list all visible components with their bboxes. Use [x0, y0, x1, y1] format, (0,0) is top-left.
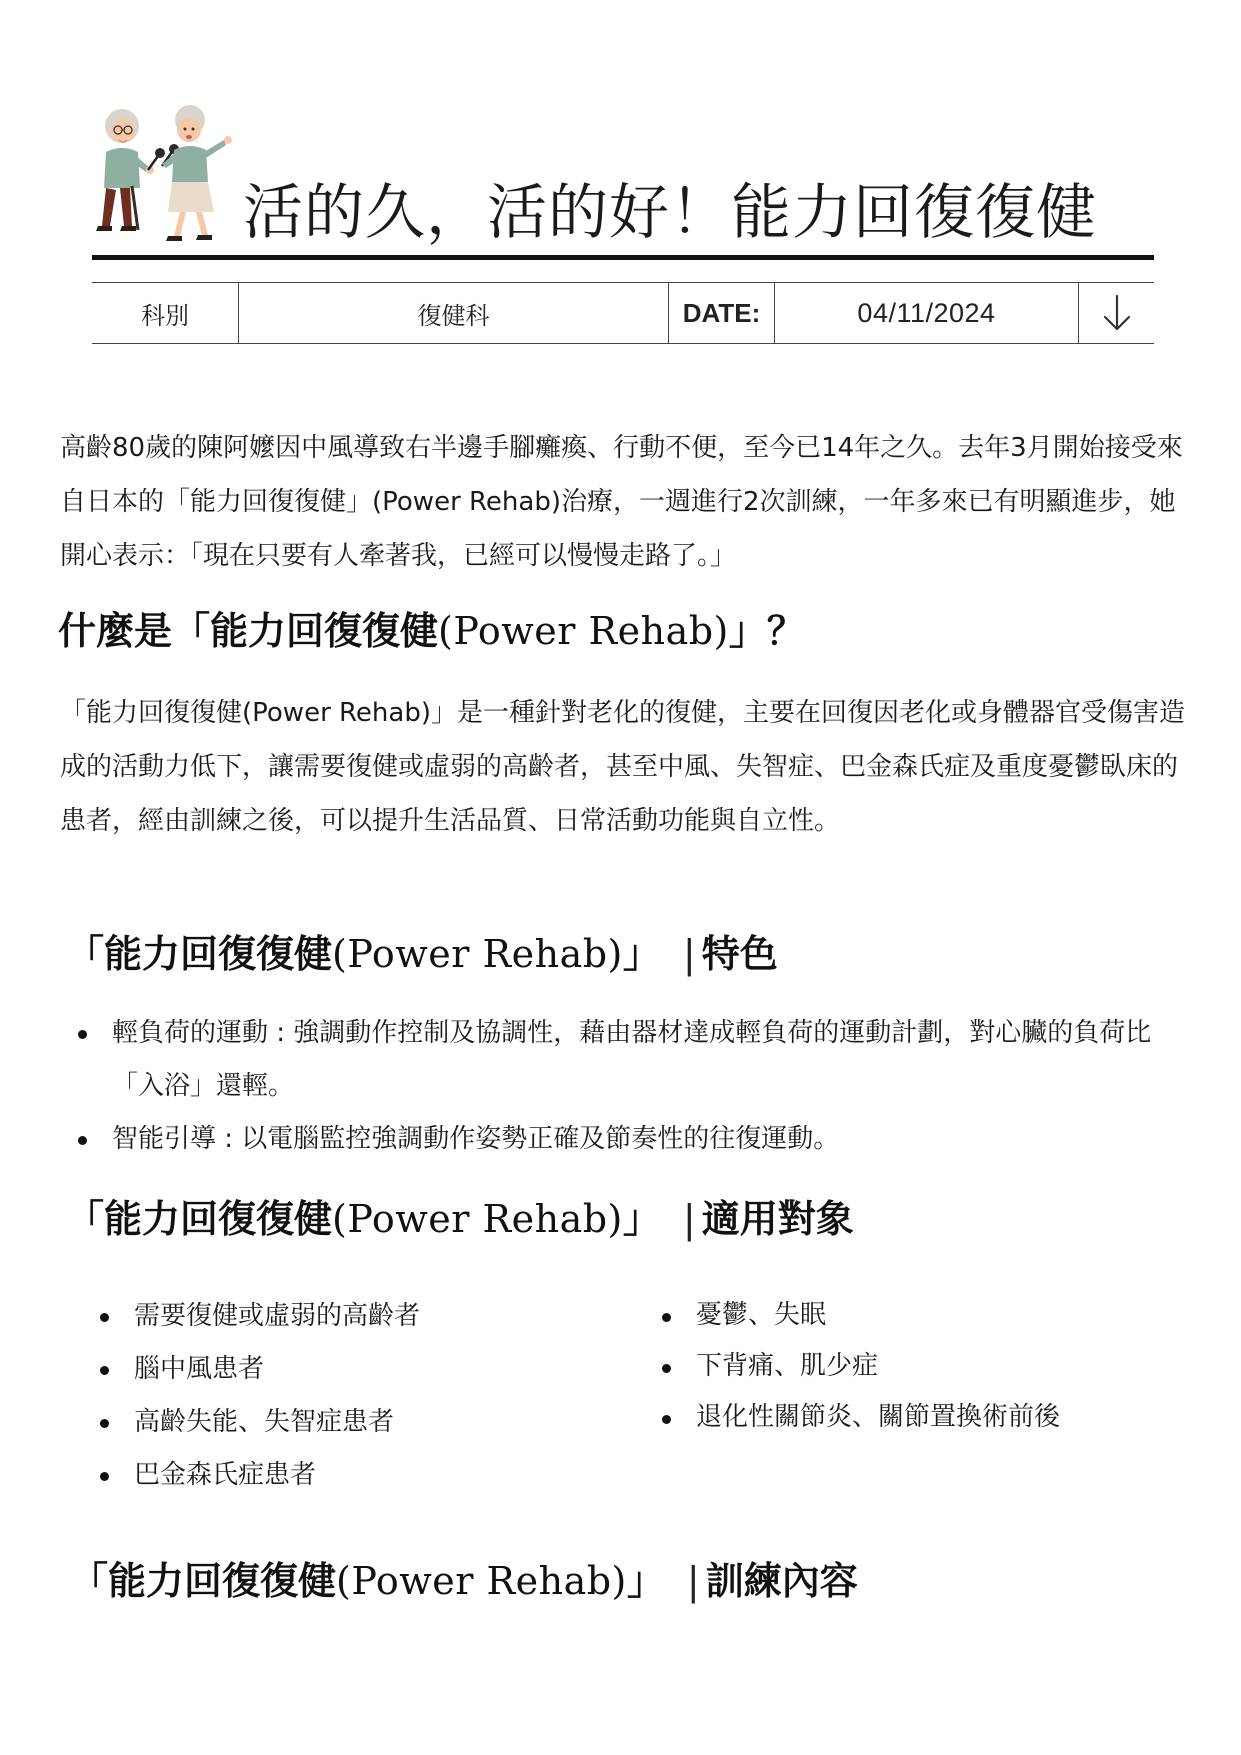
heading-tail: 適用對象 — [701, 1197, 854, 1241]
list-item: 憂鬱、失眠 — [646, 1290, 1206, 1341]
targets-list-left — [84, 1290, 584, 1502]
heading-latin: (Power Rehab) — [438, 609, 729, 653]
list-item: 退化性關節炎、關節置換術前後 — [646, 1392, 1206, 1443]
heading-separator: | — [682, 932, 696, 976]
heading-tail: 特色 — [701, 932, 778, 976]
list-item: 巴金森氏症患者 — [84, 1449, 584, 1502]
heading-text: 」？ — [728, 609, 805, 653]
heading-text: 」 — [626, 1559, 665, 1603]
heading-separator: | — [682, 1197, 696, 1241]
page-title: 活的久，活的好！能力回復復健 — [243, 178, 1097, 248]
heading-text: 」 — [622, 932, 661, 976]
section-heading-features — [66, 923, 778, 978]
section-heading-training — [70, 1550, 858, 1605]
section-heading-targets — [66, 1188, 854, 1243]
download-button[interactable] — [1078, 283, 1154, 343]
targets-list-right — [646, 1290, 1206, 1443]
info-table — [92, 282, 1154, 344]
list-item: 需要復健或虛弱的高齡者 — [84, 1290, 584, 1343]
heading-text: 「能力回復復健 — [66, 1197, 333, 1241]
list-item: 腦中風患者 — [84, 1343, 584, 1396]
list-item: 輕負荷的運動 : 強調動作控制及協調性，藉由器材達成輕負荷的運動計劃，對心臟的負荷比「入浴」還輕。 — [62, 1007, 1192, 1113]
section-heading-what — [58, 600, 805, 655]
list-item: 智能引導 : 以電腦監控強調動作姿勢正確及節奏性的往復運動。 — [62, 1113, 1192, 1166]
date-label: DATE: — [668, 283, 774, 343]
list-item: 下背痛、肌少症 — [646, 1341, 1206, 1392]
elderly-couple-illustration — [92, 104, 242, 249]
elderly-woman-figure — [162, 105, 232, 241]
intro-paragraph: 高齡80歲的陳阿嬤因中風導致右半邊手腳癱瘓、行動不便，至今已14年之久。去年3月開始接受來自日本的「能力回復復健」(Power Rehab)治療，一週進行2次訓練，一年多來已有明顯進步，她開心表示：「現在只要有人牽著我，已經可以慢慢走路了。」 — [60, 433, 1183, 571]
heading-latin: (Power Rehab) — [336, 1559, 627, 1603]
date-value: 04/11/2024 — [774, 283, 1078, 343]
features-list — [62, 1007, 1192, 1166]
heading-text: 」 — [622, 1197, 661, 1241]
definition-paragraph: 「能力回復復健(Power Rehab)」是一種針對老化的復健，主要在回復因老化或身體器官受傷害造成的活動力低下，讓需要復健或虛弱的高齡者，甚至中風、失智症、巴金森氏症及重度憂鬱臥床的患者，經由訓練之後，可以提升生活品質、日常活動功能與自立性。 — [60, 698, 1185, 836]
heading-latin: (Power Rehab) — [332, 932, 623, 976]
heading-text: 「能力回復復健 — [70, 1559, 337, 1603]
heading-tail: 訓練內容 — [705, 1559, 858, 1603]
list-item: 高齡失能、失智症患者 — [84, 1396, 584, 1449]
heading-text: 「能力回復復健 — [66, 932, 333, 976]
heading-separator: | — [686, 1559, 700, 1603]
title-divider — [92, 255, 1154, 260]
department-label: 科別 — [141, 301, 189, 330]
heading-text: 什麼是「能力回復復健 — [58, 609, 439, 653]
department-value: 復健科 — [238, 283, 668, 343]
elderly-man-figure — [96, 109, 154, 231]
heading-latin: (Power Rehab) — [332, 1197, 623, 1241]
arrow-down-icon — [1100, 293, 1134, 333]
